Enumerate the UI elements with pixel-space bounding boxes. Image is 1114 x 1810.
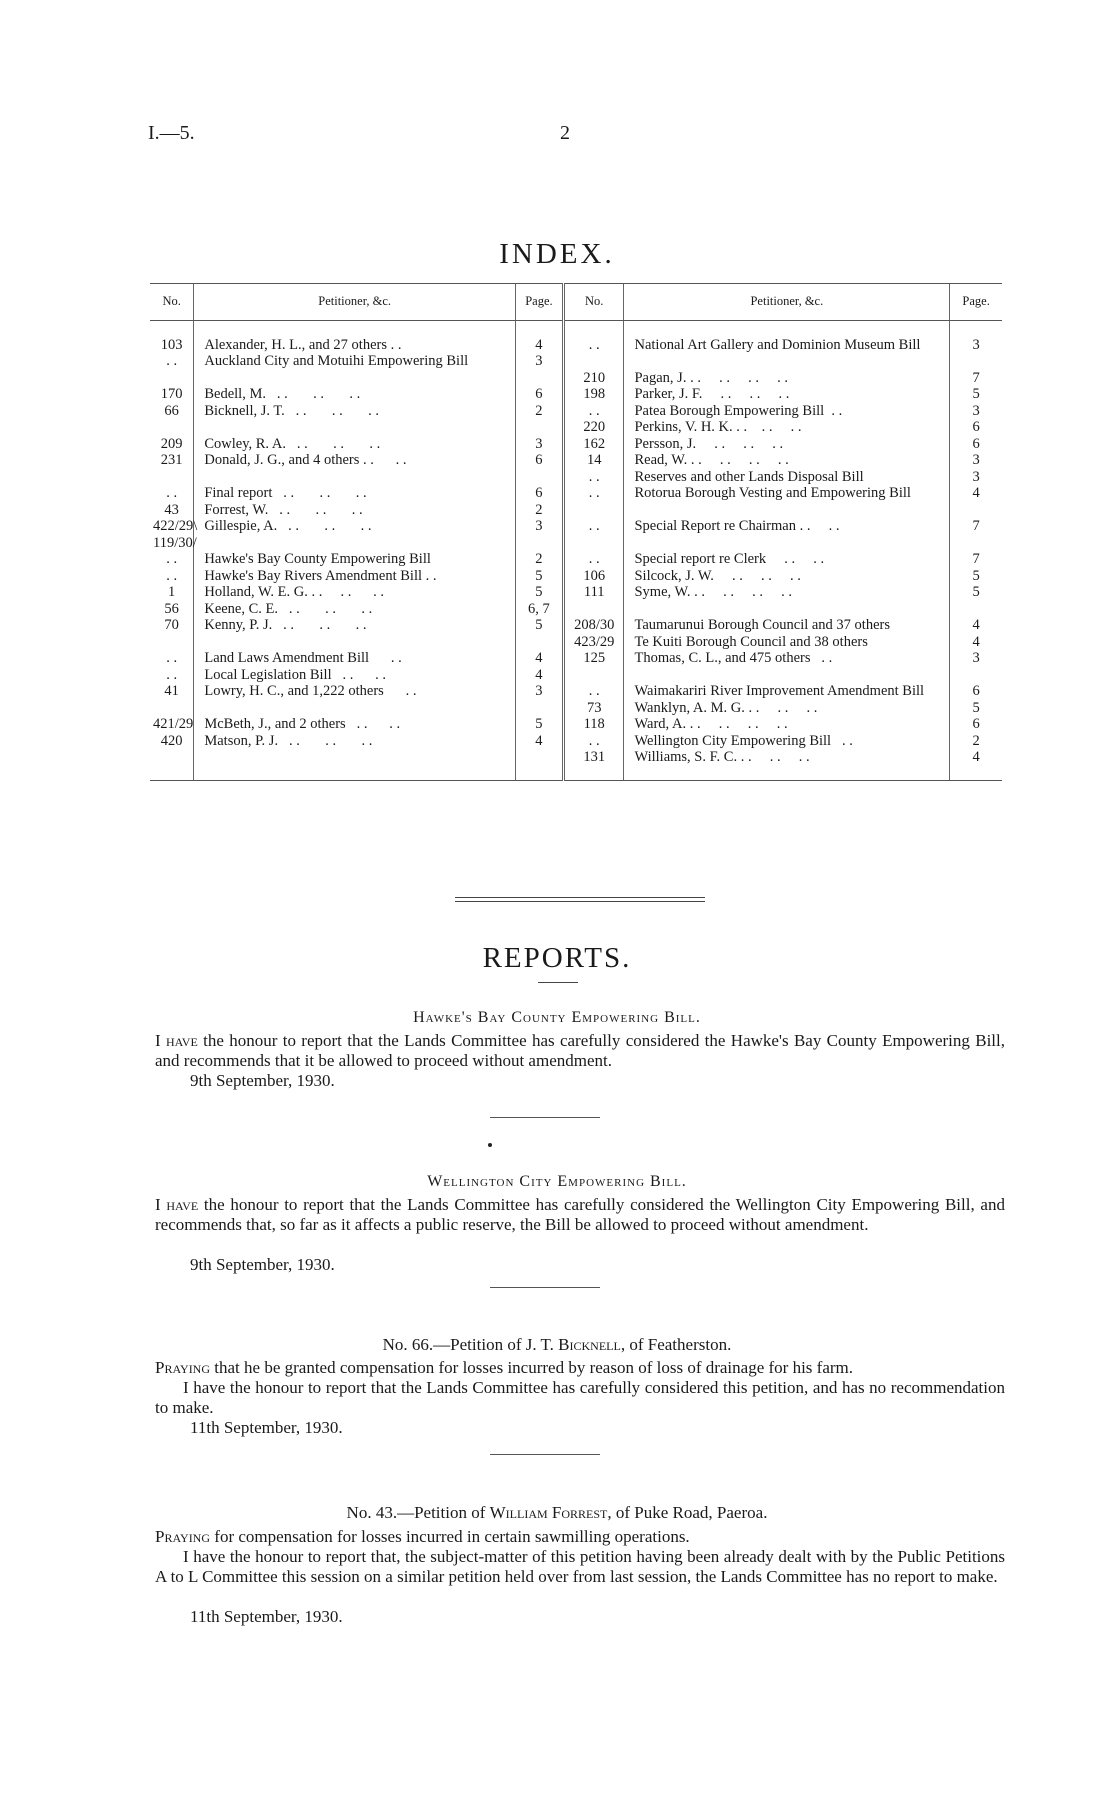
entry-page-right: 3 [950,469,1002,486]
entry-number-right: . . [563,403,624,420]
index-bottom-rule [150,766,1002,781]
entry-number-right: . . [563,551,624,568]
petition-heading-suffix: , of Featherston. [620,1335,732,1354]
entry-page-right: 4 [950,617,1002,634]
entry-number-right: 208/30 [563,617,624,634]
entry-name: Cowley, R. A. [204,435,286,452]
entry-page: 4 [515,337,563,354]
entry-petitioner [194,353,516,370]
report-body-hawkes-bay [155,1031,1005,1071]
leader-dots: . . . . [345,716,401,732]
entry-petitioner [194,601,516,618]
entry-petitioner-right [624,485,950,502]
entry-number: . . [166,353,178,369]
index-row [150,452,1002,469]
entry-petitioner [194,485,516,502]
leader-dots: . . . . . . [700,716,788,732]
entry-petitioner [194,403,516,420]
entry-name: Perkins, V. H. K. . . [634,419,748,435]
entry-petitioner-right [624,452,950,469]
entry-number: 170 [160,386,183,402]
entry-name: Holland, W. E. G. . . [204,584,323,600]
entry-number-right [563,502,624,519]
entry-number [150,469,194,486]
leader-dots: . . [810,518,840,534]
entry-petitioner [194,733,516,750]
index-row [150,353,1002,370]
entry-page: 6 [515,485,563,502]
entry-number-right: . . [563,485,624,502]
entry-petitioner [194,634,516,651]
leader-dots: . . [386,336,402,353]
separator-rule [490,1287,600,1288]
entry-name: Kenny, P. J. [204,617,273,633]
separator-rule [490,1117,600,1118]
entry-page: 5 [515,584,563,601]
reports-title: REPORTS. [482,942,632,974]
petitioner-name: William Forrest [489,1503,608,1522]
entry-petitioner [194,667,516,684]
report-date: 9th September, 1930. [190,1255,335,1274]
report-heading-wellington: Wellington City Empowering Bill. [427,1173,687,1190]
entry-number: 420 [160,732,183,749]
entry-petitioner [194,716,516,733]
index-row [150,485,1002,502]
entry-name: Hawke's Bay Rivers Amendment Bill . . [204,567,437,584]
petition-praying-66 [155,1358,1005,1378]
entry-name: Donald, J. G., and 4 others . . [204,452,374,468]
index-header-row [150,284,1002,321]
entry-petitioner-right [624,386,950,403]
col-header-petitioner: Petitioner, &c. [194,284,516,321]
entry-page: 5 [515,568,563,585]
entry-name: Bicknell, J. T. [204,402,285,419]
col-header-petitioner-right: Petitioner, &c. [624,284,950,321]
praying-text: that he be granted compensation for losses incurred by reason of loss of drainage for his farm. [210,1358,854,1377]
entry-name: Te Kuiti Borough Council and 38 others [634,633,868,650]
entry-petitioner-right [624,469,950,486]
entry-number: 66 [164,402,179,419]
index-row [150,568,1002,585]
entry-number-right [563,353,624,370]
leader-dots: . . [383,683,417,699]
leader-dots: . . . . . . [278,732,373,749]
entry-number [150,700,194,717]
index-row [150,733,1002,750]
index-table [150,283,1002,781]
leader-dots: . . . . . . [701,452,789,468]
entry-name: Williams, S. F. C. . . [634,749,752,765]
index-row [150,716,1002,733]
entry-page: 6, 7 [515,601,563,618]
entry-petitioner-right [624,370,950,387]
entry-page [515,749,563,766]
entry-page-right [950,601,1002,618]
entry-name: Thomas, C. L., and 475 others [634,650,811,666]
entry-page: 3 [515,436,563,453]
entry-petitioner [194,650,516,667]
leader-dots: . . . . [331,666,386,683]
index-body [150,320,1002,780]
report-heading-hawkes-bay: Hawke's Bay County Empowering Bill. [413,1009,701,1026]
leader-dots: . . . . [747,419,802,435]
entry-petitioner-right [624,617,950,634]
entry-name: Silcock, J. W. [634,567,714,584]
entry-number-right: 220 [563,419,624,436]
entry-number-right: . . [563,337,624,354]
entry-page-right: 6 [950,716,1002,733]
leader-dots: . . . . . . [272,485,367,501]
entry-petitioner [194,370,516,387]
entry-page: 3 [515,683,563,700]
entry-number: 56 [164,600,179,617]
index-row [150,634,1002,651]
entry-number: 231 [160,452,183,468]
entry-number: . . [166,485,178,501]
leader-dots: . . [373,452,407,468]
petition-heading-43 [0,1503,1114,1523]
entry-number: . . [166,551,178,567]
leader-dots: . . . . . . [702,386,790,402]
entry-petitioner [194,551,516,568]
index-row [150,700,1002,717]
entry-number: 1 [168,584,176,600]
entry-name: Taumarunui Borough Council and 37 others [634,617,890,633]
entry-number-right: 210 [563,370,624,387]
entry-number: . . [166,567,178,584]
petition-report-66: I have the honour to report that the Lands Committee has carefully considered this petition, and has no recommendation to make. [155,1378,1005,1417]
leader-dots: . . . . . . [713,567,801,584]
index-row [150,337,1002,354]
entry-name: National Art Gallery and Dominion Museum Bill [634,336,921,353]
entry-petitioner-right [624,667,950,684]
report-text: the honour to report that the Lands Committee has carefully considered the Hawke's Bay County Empowering Bill, and recommends that it be allowed to proceed without amendment. [155,1031,1005,1070]
entry-name: Special Report re Chairman . . [634,518,811,534]
entry-petitioner-right [624,650,950,667]
entry-name: Wellington City Empowering Bill [634,732,832,749]
entry-petitioner-right [624,568,950,585]
entry-petitioner [194,452,516,469]
entry-petitioner-right [624,353,950,370]
entry-name: Final report [204,485,273,501]
entry-petitioner [194,700,516,717]
entry-name: Hawke's Bay County Empowering Bill [204,551,431,567]
entry-petitioner-right [624,749,950,766]
entry-petitioner-right [624,502,950,519]
index-row [150,436,1002,453]
report-date: 11th September, 1930. [190,1607,343,1626]
entry-page-right: 3 [950,403,1002,420]
leader-dots: . . [831,732,853,749]
index-row [150,469,1002,486]
entry-petitioner-right [624,403,950,420]
leader-dots: . . . . [751,749,810,765]
index-row [150,667,1002,684]
entry-name: Patea Borough Empowering Bill [634,402,825,419]
col-header-no: No. [150,284,194,321]
entry-page-right: 5 [950,700,1002,717]
index-row [150,601,1002,618]
entry-name: Local Legislation Bill [204,666,332,683]
entry-name: Keene, C. E. [204,600,279,617]
entry-number: . . [166,650,178,666]
entry-page-right: 4 [950,485,1002,502]
col-header-page: Page. [515,284,563,321]
leader-dots: . . . . . . [284,402,380,419]
entry-number: . . [166,666,178,683]
entry-page [515,469,563,486]
index-row [150,683,1002,700]
entry-page [515,700,563,717]
entry-page: 4 [515,650,563,667]
entry-page-right [950,667,1002,684]
petition-praying-43 [155,1527,1005,1547]
entry-number-right: 106 [563,568,624,585]
entry-page-right: 3 [950,650,1002,667]
index-row [150,370,1002,387]
entry-name: Rotorua Borough Vesting and Empowering Bill [634,485,911,501]
entry-page: 2 [515,502,563,519]
entry-number-right: 125 [563,650,624,667]
leader-dots: . . . . . . [285,435,381,452]
entry-number: 209 [160,435,183,452]
entry-petitioner-right [624,551,950,568]
entry-number-right: 162 [563,436,624,453]
leader-dots: . . . . [759,699,818,716]
report-text: the honour to report that the Lands Committee has carefully considered the Wellington City Empowering Bill, and recommends that, so far as it affects a public reserve, the Bill be allowed to proceed without amendment. [155,1195,1005,1234]
entry-page-right [950,353,1002,370]
index-row [150,551,1002,568]
report-date: 9th September, 1930. [190,1071,335,1090]
petition-heading-suffix: , of Puke Road, Paeroa. [607,1503,768,1522]
entry-number-right: . . [563,518,624,551]
petitioner-name: Bicknell [558,1335,621,1354]
entry-number-right: 111 [563,584,624,601]
entry-number-right [563,667,624,684]
entry-name: McBeth, J., and 2 others [204,716,346,732]
index-row [150,502,1002,519]
entry-page [515,419,563,436]
entry-name: Waimakariri River Improvement Amendment Bill [634,683,925,699]
entry-page-right: 5 [950,386,1002,403]
entry-number-right: 423/29 [563,634,624,651]
entry-name: Land Laws Amendment Bill [204,650,370,666]
entry-petitioner-right [624,419,950,436]
separator-rule [490,1454,600,1455]
leader-dots: . . . . . . [696,435,784,452]
section-divider [455,897,705,902]
entry-petitioner-right [624,518,950,551]
leader-dots: . . . . . . [278,600,373,617]
entry-page: 3 [515,518,563,551]
leader-dots: . . . . . . [272,617,367,633]
entry-page-right: 4 [950,634,1002,651]
title-underline [538,982,578,983]
index-title: INDEX. [499,238,615,270]
entry-petitioner [194,469,516,486]
entry-petitioner-right [624,716,950,733]
entry-page: 2 [515,551,563,568]
index-row [150,419,1002,436]
entry-name: Read, W. . . [634,452,702,468]
entry-petitioner [194,337,516,354]
col-header-no-right: No. [563,284,624,321]
entry-number [150,634,194,651]
index-row [150,386,1002,403]
entry-number [150,419,194,436]
entry-name: Bedell, M. [204,386,266,402]
document-reference: I.—5. [148,122,195,144]
entry-name: Matson, P. J. [204,732,279,749]
entry-name: Gillespie, A. [204,518,278,534]
entry-petitioner [194,518,516,551]
report-lead: I have [155,1195,199,1214]
entry-name: Forrest, W. [204,501,269,518]
leader-dots: . . . . [322,584,384,600]
entry-petitioner-right [624,601,950,618]
entry-petitioner [194,749,516,766]
entry-petitioner-right [624,337,950,354]
entry-page-right: 5 [950,584,1002,601]
entry-page-right: 6 [950,683,1002,700]
report-lead: I have [155,1031,198,1050]
entry-page: 6 [515,386,563,403]
entry-petitioner-right [624,733,950,750]
entry-number-right: 198 [563,386,624,403]
entry-page-right [950,502,1002,519]
entry-number: 103 [160,336,183,353]
entry-petitioner-right [624,634,950,651]
entry-page-right: 7 [950,551,1002,568]
entry-page: 4 [515,733,563,750]
entry-number-right: . . [563,683,624,700]
entry-name: Wanklyn, A. M. G. . . [634,699,760,716]
entry-number-right: 118 [563,716,624,733]
entry-name: Pagan, J. . . [634,369,701,386]
entry-page-right: 5 [950,568,1002,585]
entry-page-right: 6 [950,419,1002,436]
entry-number: 421/29 [153,716,194,732]
report-date: 11th September, 1930. [190,1418,343,1437]
entry-petitioner-right [624,700,950,717]
page-number: 2 [560,122,570,144]
entry-petitioner [194,419,516,436]
leader-dots: . . . . . . [704,584,792,600]
entry-name: Persson, J. [634,435,697,452]
index-row [150,617,1002,634]
entry-name: Syme, W. . . [634,584,705,600]
entry-page-right: 3 [950,452,1002,469]
entry-name: Special report re Clerk [634,551,767,567]
entry-number: 41 [164,683,179,699]
index-row [150,749,1002,766]
entry-page: 5 [515,716,563,733]
leader-dots: . . . . . . [700,369,788,386]
entry-page: 6 [515,452,563,469]
entry-petitioner [194,568,516,585]
praying-lead: Praying [155,1358,211,1377]
entry-page-right: 7 [950,518,1002,551]
entry-page-right: 7 [950,370,1002,387]
entry-page-right: 2 [950,733,1002,750]
entry-petitioner-right [624,584,950,601]
col-header-page-right: Page. [950,284,1002,321]
praying-lead: Praying [155,1527,211,1546]
report-body-wellington [155,1195,1005,1235]
leader-dots: . . . . . . [277,518,372,534]
entry-number-right: . . [563,469,624,486]
entry-petitioner [194,436,516,453]
entry-name: Auckland City and Motuihi Empowering Bill [204,353,469,369]
index-row [150,403,1002,420]
entry-petitioner-right [624,683,950,700]
entry-number-right [563,601,624,618]
entry-petitioner [194,502,516,519]
entry-name: Lowry, H. C., and 1,222 others [204,683,384,699]
entry-petitioner [194,683,516,700]
entry-petitioner [194,617,516,634]
leader-dots: . . . . . . [268,501,363,518]
index-row [150,650,1002,667]
petition-heading-prefix: No. 66.—Petition of J. T. [382,1335,559,1354]
entry-name: Parker, J. F. [634,386,703,402]
entry-number-right: 73 [563,700,624,717]
leader-dots: . . [369,650,402,666]
entry-name: Reserves and other Lands Disposal Bill [634,468,864,485]
entry-page-right: 3 [950,337,1002,354]
entry-number: 43 [164,501,179,518]
entry-number-right: 14 [563,452,624,469]
entry-petitioner-right [624,436,950,453]
leader-dots: . . [824,402,843,419]
entry-number: 422/29\ 119/30/ [153,518,198,551]
entry-page-right: 4 [950,749,1002,766]
petition-heading-66 [0,1335,1114,1355]
entry-page: 4 [515,667,563,684]
entry-page: 3 [515,353,563,370]
entry-number: 70 [164,617,179,633]
separator-dot [488,1143,492,1147]
entry-page: 2 [515,403,563,420]
praying-text: for compensation for losses incurred in certain sawmilling operations. [210,1527,690,1546]
entry-name: Ward, A. . . [634,716,701,732]
leader-dots: . . . . [766,551,825,567]
leader-dots: . . . . . . [265,386,361,402]
entry-petitioner [194,386,516,403]
leader-dots: . . [810,650,833,666]
entry-number-right: . . [563,733,624,750]
entry-page [515,370,563,387]
entry-number [150,749,194,766]
entry-page-right: 6 [950,436,1002,453]
entry-page [515,634,563,651]
petition-heading-prefix: No. 43.—Petition of [346,1503,490,1522]
index-row [150,518,1002,551]
entry-number-right: 131 [563,749,624,766]
entry-page: 5 [515,617,563,634]
index-row [150,584,1002,601]
petition-report-43: I have the honour to report that, the subject-matter of this petition having been already dealt with by the Public Petitions A to L Committee this session on a similar petition held over from last session, the Lands Committee has no report to make. [155,1547,1005,1586]
entry-number [150,370,194,387]
entry-petitioner [194,584,516,601]
entry-name: Alexander, H. L., and 27 others [204,336,387,353]
